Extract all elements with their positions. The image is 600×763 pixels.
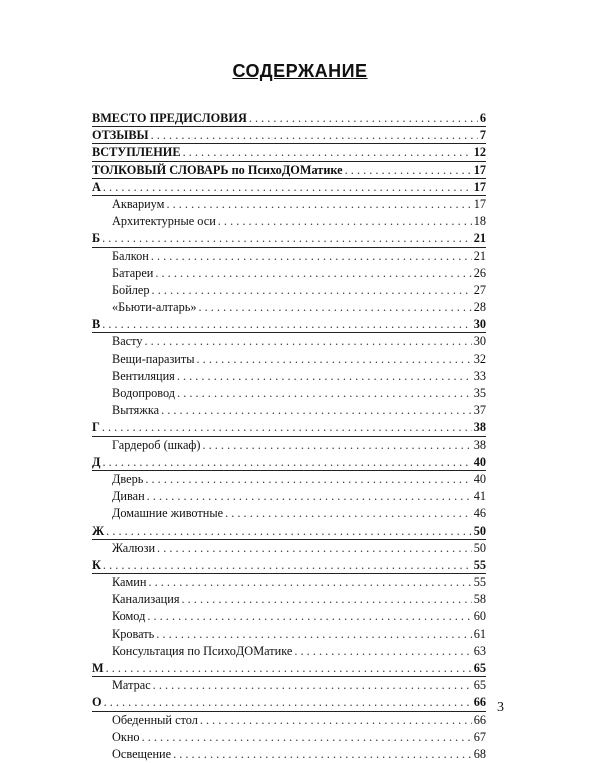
toc-section-row xyxy=(92,162,486,179)
dot-leader xyxy=(147,488,472,505)
toc-entry-label: Комод xyxy=(112,609,146,624)
dot-leader xyxy=(198,299,471,316)
toc-entry-label: Бойлер xyxy=(112,282,150,297)
toc-entry-row xyxy=(92,729,486,746)
toc-entry-label: «Бьюти-алтарь» xyxy=(112,300,197,315)
toc-entry-label: ОТЗЫВЫ xyxy=(92,128,149,143)
toc-entry-label: Вентиляция xyxy=(112,368,175,383)
dot-leader xyxy=(148,574,471,591)
toc-entry-label: Обеденный стол xyxy=(112,712,198,727)
toc-entry-page: 32 xyxy=(473,351,486,366)
dot-leader xyxy=(152,282,472,299)
toc-entry-label: Вытяжка xyxy=(112,403,160,418)
toc-entry-row xyxy=(92,196,486,213)
toc-entry-page: 37 xyxy=(473,403,486,418)
dot-leader xyxy=(102,316,472,333)
toc-entry-page: 35 xyxy=(473,386,486,400)
dot-leader xyxy=(166,196,471,213)
dot-leader xyxy=(161,402,472,419)
dot-leader xyxy=(202,437,471,454)
dot-leader xyxy=(147,608,471,625)
toc-entry-page: 33 xyxy=(473,368,486,383)
toc-section-row xyxy=(92,316,486,333)
toc-entry-label: Аквариум xyxy=(112,196,165,211)
dot-leader xyxy=(225,505,472,522)
dot-leader xyxy=(151,248,472,265)
toc-entry-page: 17 xyxy=(473,162,486,177)
toc-entry-page: 58 xyxy=(473,592,486,607)
toc-entry-row xyxy=(92,626,486,643)
toc-entry-label: Жалюзи xyxy=(112,540,156,555)
toc-entry-label: ВСТУПЛЕНИЕ xyxy=(92,145,181,160)
toc-entry-label: Домашние животные xyxy=(112,506,224,521)
dot-leader xyxy=(106,660,472,677)
table-of-contents xyxy=(92,110,486,763)
dot-leader xyxy=(249,110,478,127)
toc-entry-page: 38 xyxy=(473,437,486,452)
toc-entry-page: 55 xyxy=(473,575,486,590)
toc-entry-label: Освещение xyxy=(112,746,172,761)
toc-entry-label: Водопровод xyxy=(112,386,176,400)
dot-leader xyxy=(142,729,472,746)
dot-leader xyxy=(102,454,471,471)
dot-leader xyxy=(103,557,472,574)
toc-entry-page: 55 xyxy=(473,557,486,572)
toc-entry-row xyxy=(92,574,486,591)
dot-leader xyxy=(183,144,472,161)
toc-entry-row xyxy=(92,746,486,763)
toc-entry-row xyxy=(92,248,486,265)
toc-entry-row xyxy=(92,437,486,454)
toc-entry-page: 65 xyxy=(473,661,486,675)
dot-leader xyxy=(144,333,471,350)
toc-entry-page: 66 xyxy=(473,695,486,710)
toc-entry-label: Архитектурные оси xyxy=(112,214,216,229)
toc-section-row xyxy=(92,144,486,161)
toc-entry-row xyxy=(92,299,486,316)
toc-section-row xyxy=(92,179,486,196)
toc-entry-page: 65 xyxy=(473,678,486,693)
toc-entry-page: 26 xyxy=(473,265,486,280)
toc-entry-row xyxy=(92,608,486,625)
toc-entry-page: 61 xyxy=(473,626,486,641)
toc-entry-row xyxy=(92,351,486,368)
dot-leader xyxy=(197,351,472,368)
toc-entry-row xyxy=(92,540,486,557)
toc-entry-row xyxy=(92,368,486,385)
toc-entry-label: В xyxy=(92,317,101,332)
toc-entry-label: Диван xyxy=(112,489,145,504)
toc-entry-label: М xyxy=(92,661,104,675)
toc-entry-page: 28 xyxy=(473,300,486,315)
toc-entry-row xyxy=(92,712,486,729)
dot-leader xyxy=(157,540,472,557)
toc-entry-page: 40 xyxy=(473,471,486,486)
toc-entry-page: 46 xyxy=(473,506,486,521)
toc-entry-page: 50 xyxy=(473,523,486,538)
page-number: 3 xyxy=(497,700,504,715)
dot-leader xyxy=(104,694,472,711)
toc-section-row xyxy=(92,694,486,711)
dot-leader xyxy=(103,179,472,196)
toc-entry-label: О xyxy=(92,695,102,710)
toc-entry-page: 68 xyxy=(473,746,486,761)
dot-leader xyxy=(182,591,472,608)
dot-leader xyxy=(177,385,472,402)
toc-entry-label: Дверь xyxy=(112,471,144,486)
toc-entry-row xyxy=(92,471,486,488)
toc-entry-label: К xyxy=(92,557,101,572)
toc-entry-page: 27 xyxy=(473,282,486,297)
toc-section-row xyxy=(92,557,486,574)
toc-entry-row xyxy=(92,643,486,660)
toc-entry-page: 67 xyxy=(473,729,486,744)
toc-entry-label: Кровать xyxy=(112,626,155,641)
toc-entry-page: 40 xyxy=(473,454,486,469)
toc-entry-row xyxy=(92,282,486,299)
dot-leader xyxy=(106,523,472,540)
dot-leader xyxy=(102,230,472,247)
dot-leader xyxy=(294,643,471,660)
toc-entry-label: Б xyxy=(92,231,101,246)
toc-entry-page: 18 xyxy=(473,214,486,229)
dot-leader xyxy=(153,677,472,694)
toc-entry-page: 38 xyxy=(473,420,486,435)
toc-entry-page: 17 xyxy=(473,196,486,211)
page-title: СОДЕРЖАНИЕ xyxy=(232,61,368,81)
toc-entry-row xyxy=(92,505,486,522)
toc-entry-row xyxy=(92,213,486,230)
toc-section-row xyxy=(92,127,486,144)
toc-entry-page: 7 xyxy=(479,128,486,143)
dot-leader xyxy=(200,712,472,729)
toc-entry-label: Окно xyxy=(112,729,140,744)
toc-entry-label: Гардероб (шкаф) xyxy=(112,437,201,452)
toc-entry-page: 12 xyxy=(473,145,486,160)
toc-entry-label: ВМЕСТО ПРЕДИСЛОВИЯ xyxy=(92,111,247,125)
dot-leader xyxy=(345,162,472,179)
toc-entry-page: 63 xyxy=(473,643,486,658)
dot-leader xyxy=(155,265,471,282)
toc-section-row xyxy=(92,454,486,471)
toc-entry-label: Ж xyxy=(92,523,105,538)
toc-entry-label: Батареи xyxy=(112,265,154,280)
toc-entry-row xyxy=(92,402,486,419)
toc-entry-row xyxy=(92,385,486,402)
dot-leader xyxy=(151,127,478,144)
toc-entry-label: Консультация по ПсихоДОМатике xyxy=(112,643,293,658)
toc-section-row xyxy=(92,419,486,436)
toc-entry-label: Васту xyxy=(112,334,143,349)
toc-entry-label: Д xyxy=(92,454,101,469)
toc-entry-page: 60 xyxy=(473,609,486,624)
toc-entry-label: Канализация xyxy=(112,592,180,607)
toc-entry-page: 66 xyxy=(473,712,486,727)
toc-entry-row xyxy=(92,333,486,350)
toc-entry-row xyxy=(92,591,486,608)
toc-entry-page: 21 xyxy=(473,231,486,246)
toc-entry-label: Матрас xyxy=(112,678,151,693)
toc-entry-page: 30 xyxy=(473,334,486,349)
toc-entry-page: 17 xyxy=(473,179,486,194)
toc-section-row xyxy=(92,110,486,127)
dot-leader xyxy=(145,471,471,488)
dot-leader xyxy=(156,626,471,643)
toc-entry-page: 50 xyxy=(473,540,486,555)
toc-entry-page: 41 xyxy=(473,489,486,504)
toc-entry-page: 6 xyxy=(479,111,486,125)
dot-leader xyxy=(177,368,472,385)
toc-entry-label: ТОЛКОВЫЙ СЛОВАРЬ по ПсихоДОМатике xyxy=(92,162,343,177)
dot-leader xyxy=(102,419,472,436)
toc-entry-row xyxy=(92,488,486,505)
toc-entry-page: 30 xyxy=(473,317,486,332)
toc-section-row xyxy=(92,230,486,247)
toc-entry-row xyxy=(92,265,486,282)
toc-entry-label: Вещи-паразиты xyxy=(112,351,195,366)
toc-entry-label: Балкон xyxy=(112,248,149,263)
toc-entry-label: А xyxy=(92,179,101,194)
toc-entry-page: 21 xyxy=(473,248,486,263)
dot-leader xyxy=(173,746,472,763)
toc-entry-row xyxy=(92,677,486,694)
toc-entry-label: Г xyxy=(92,420,100,435)
toc-entry-label: Камин xyxy=(112,575,147,590)
dot-leader xyxy=(218,213,472,230)
toc-section-row xyxy=(92,660,486,677)
toc-section-row xyxy=(92,523,486,540)
